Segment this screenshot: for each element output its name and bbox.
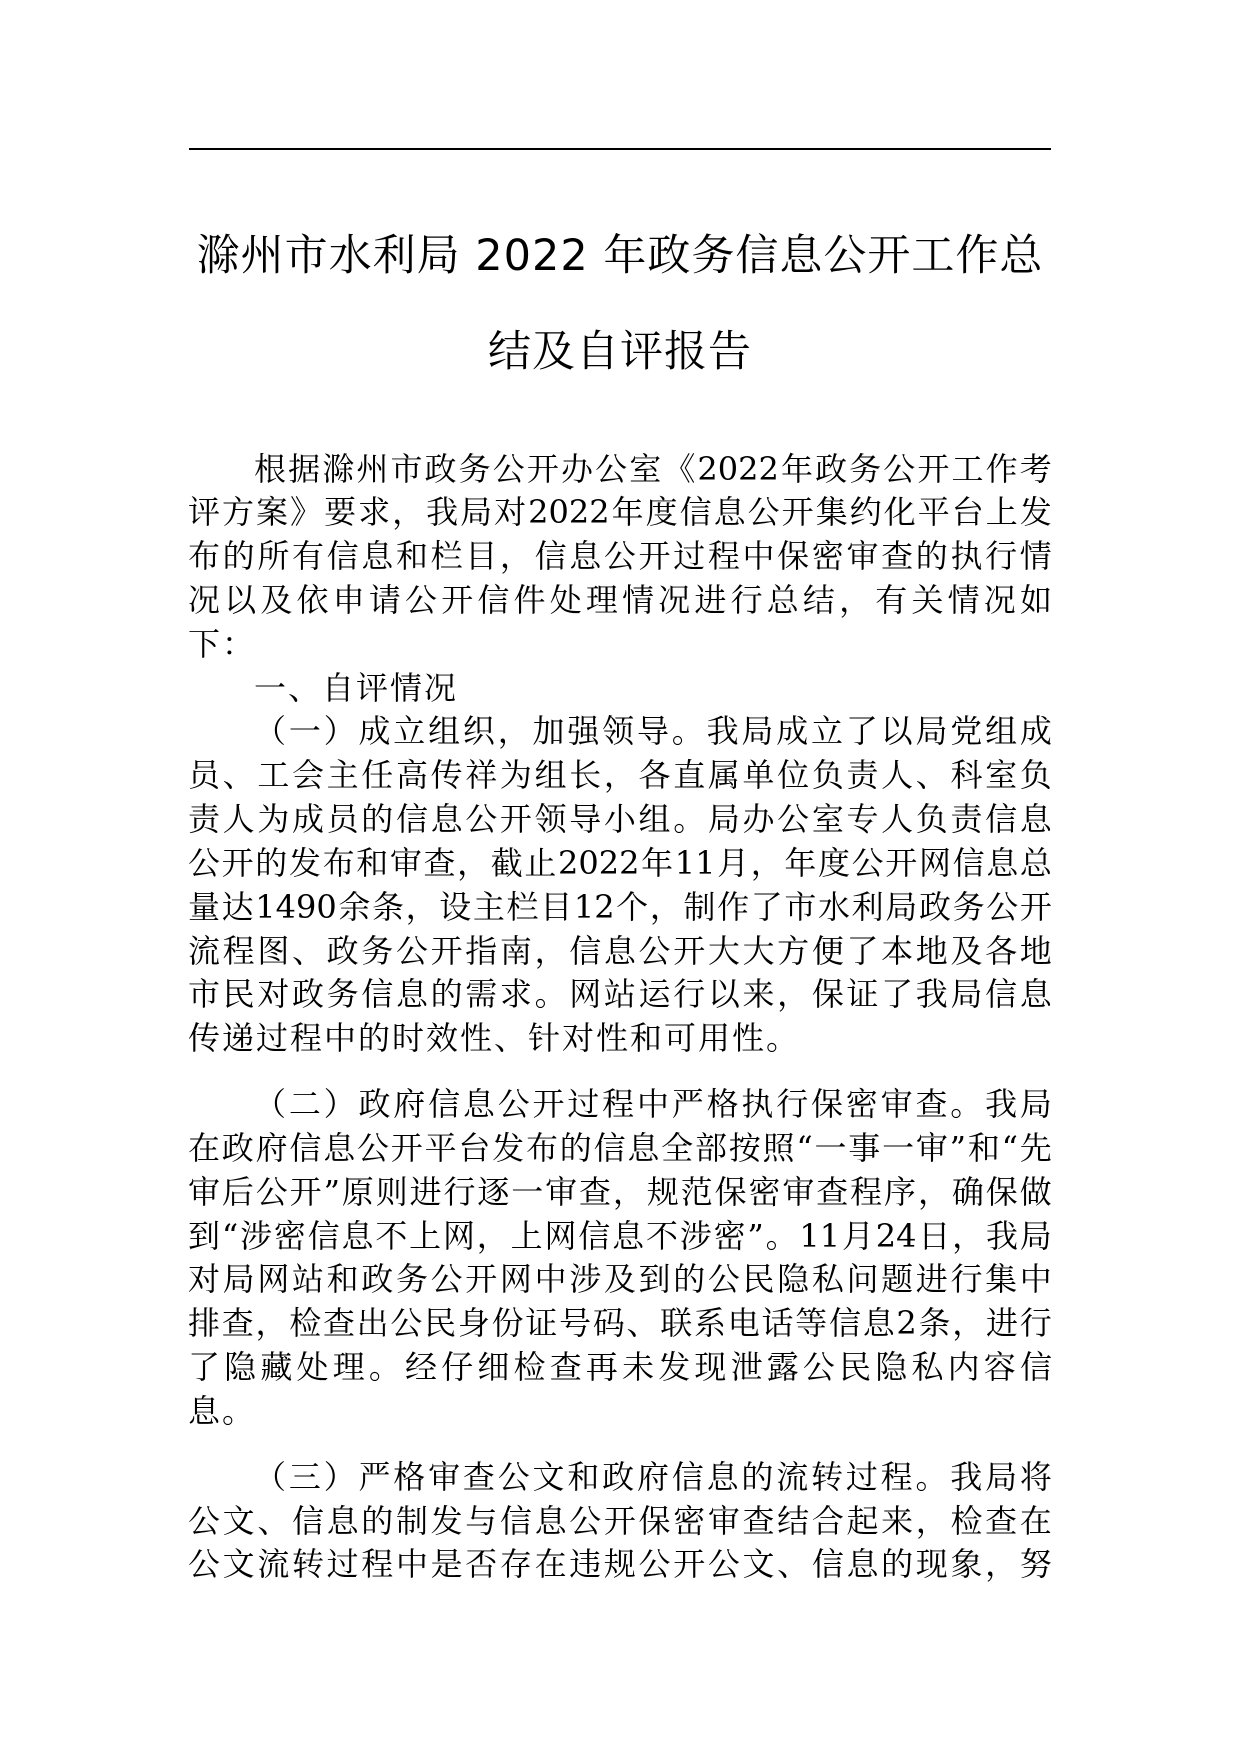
paragraph-line: 息。 (188, 1392, 257, 1430)
paragraph-line: 评 方 案 》 要 求 ， 我 局 对 2022 年 度 信 息 公 开 集 约 化 平 台 上 发 (188, 493, 1052, 531)
header-rule (189, 148, 1051, 150)
paragraph-line: （ 三 ） 严 格 审 查 公 文 和 政 府 信 息 的 流 转 过 程 。 我 局 将 (254, 1458, 1052, 1496)
paragraph-line: 下： (188, 625, 257, 663)
paragraph-line: 公 开 的 发 布 和 审 查 ， 截 止 2022 年 11 月 ， 年 度 公 开 网 信 息 总 (188, 844, 1052, 882)
paragraph-line: 对 局 网 站 和 政 务 公 开 网 中 涉 及 到 的 公 民 隐 私 问 题 进 行 集 中 (188, 1260, 1052, 1298)
paragraph-line: 了 隐 藏 处 理 。 经 仔 细 检 查 再 未 发 现 泄 露 公 民 隐 私 内 容 信 (188, 1348, 1052, 1386)
paragraph-line: 到 “ 涉 密 信 息 不 上 网 ， 上 网 信 息 不 涉 密 ” 。 11 月 24 日 ， 我 局 (188, 1217, 1052, 1255)
paragraph-line: 责 人 为 成 员 的 信 息 公 开 领 导 小 组 。 局 办 公 室 专 人 负 责 信 息 (188, 800, 1052, 838)
paragraph-line: 排 查 ， 检 查 出 公 民 身 份 证 号 码 、 联 系 电 话 等 信 息 2 条 ， 进 行 (188, 1304, 1052, 1342)
paragraph-line: 员 、 工 会 主 任 高 传 祥 为 组 长 ， 各 直 属 单 位 负 责 人 、 科 室 负 (188, 756, 1052, 794)
paragraph-line: 况 以 及 依 申 请 公 开 信 件 处 理 情 况 进 行 总 结 ， 有 关 情 况 如 (188, 581, 1052, 619)
paragraph-line: （ 一 ） 成 立 组 织 ， 加 强 领 导 。 我 局 成 立 了 以 局 党 组 成 (254, 712, 1052, 750)
document-title-line-2: 结及自评报告 (488, 327, 752, 377)
paragraph-line: 公 文 、 信 息 的 制 发 与 信 息 公 开 保 密 审 查 结 合 起 来 ， 检 查 在 (188, 1502, 1052, 1540)
paragraph-line: 公 文 流 转 过 程 中 是 否 存 在 违 规 公 开 公 文 、 信 息 的 现 象 ， 努 (188, 1545, 1052, 1583)
paragraph-line: 布 的 所 有 信 息 和 栏 目 ， 信 息 公 开 过 程 中 保 密 审 查 的 执 行 情 (188, 537, 1052, 575)
paragraph-line: 在 政 府 信 息 公 开 平 台 发 布 的 信 息 全 部 按 照 “ 一 事 一 审 ” 和 “ 先 (188, 1129, 1052, 1167)
paragraph-line: 流 程 图 、 政 务 公 开 指 南 ， 信 息 公 开 大 大 方 便 了 本 地 及 各 地 (188, 932, 1052, 970)
section-heading: 一、自评情况 (254, 669, 459, 707)
paragraph-line: 审 后 公 开 ” 原 则 进 行 逐 一 审 查 ， 规 范 保 密 审 查 程 序 ， 确 保 做 (188, 1173, 1052, 1211)
paragraph-line: 量 达 1490 余 条 ， 设 主 栏 目 12 个 ， 制 作 了 市 水 利 局 政 务 公 开 (188, 888, 1052, 926)
paragraph-line: 传递过程中的时效性、针对性和可用性。 (188, 1019, 801, 1057)
paragraph-line: （ 二 ） 政 府 信 息 公 开 过 程 中 严 格 执 行 保 密 审 查 。 我 局 (254, 1085, 1052, 1123)
paragraph-line: 市 民 对 政 务 信 息 的 需 求 。 网 站 运 行 以 来 ， 保 证 了 我 局 信 息 (188, 975, 1052, 1013)
paragraph-line: 根 据 滁 州 市 政 务 公 开 办 公 室 《 2022 年 政 务 公 开 工 作 考 (254, 450, 1052, 488)
document-title-line-1: 滁州市水利局 2022 年政务信息公开工作总 (196, 231, 1044, 281)
